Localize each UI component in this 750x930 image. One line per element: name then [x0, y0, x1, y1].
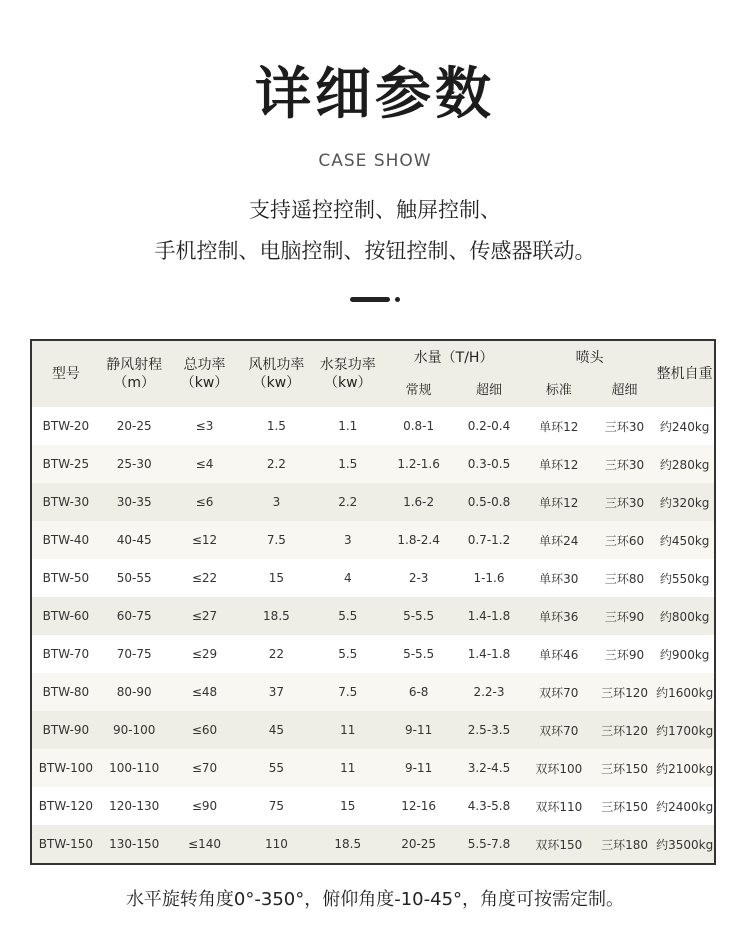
divider-bar [350, 297, 390, 302]
table-row [31, 483, 715, 521]
cell-weight: 约3500kg [655, 825, 715, 864]
cell-water-f: 0.3-0.5 [454, 445, 524, 483]
cell-fan: 75 [240, 787, 312, 825]
header-water-normal: 常规 [383, 374, 454, 407]
table-row [31, 521, 715, 559]
footnote: 水平旋转角度0°-350°，俯仰角度-10-45°，角度可按需定制。 [125, 889, 625, 910]
table-row [31, 825, 715, 864]
header-range-unit: （m） [113, 375, 156, 391]
cell-nozzle-f: 三环80 [594, 559, 656, 597]
cell-model: BTW-70 [31, 635, 100, 673]
cell-nozzle-s: 单环24 [524, 521, 594, 559]
cell-nozzle-s: 双环150 [524, 825, 594, 864]
cell-nozzle-f: 三环90 [594, 635, 656, 673]
cell-water-f: 2.2-3 [454, 673, 524, 711]
header-fan-power-label: 风机功率 [248, 357, 305, 373]
cell-weight: 约2100kg [655, 749, 715, 787]
cell-total: ≤140 [169, 825, 241, 864]
cell-nozzle-s: 单环12 [524, 445, 594, 483]
cell-water-n: 9-11 [383, 711, 454, 749]
cell-water-n: 9-11 [383, 749, 454, 787]
cell-pump: 15 [312, 787, 383, 825]
cell-weight: 约550kg [655, 559, 715, 597]
parameter-table [30, 339, 716, 865]
cell-weight: 约800kg [655, 597, 715, 635]
cell-total: ≤90 [169, 787, 241, 825]
cell-fan: 15 [240, 559, 312, 597]
header-pump-power-unit: （kw） [323, 375, 372, 391]
cell-water-f: 5.5-7.8 [454, 825, 524, 864]
cell-model: BTW-60 [31, 597, 100, 635]
cell-nozzle-s: 单环36 [524, 597, 594, 635]
cell-pump: 7.5 [312, 673, 383, 711]
cell-water-f: 1.4-1.8 [454, 635, 524, 673]
cell-range: 130-150 [100, 825, 169, 864]
cell-model: BTW-50 [31, 559, 100, 597]
cell-nozzle-f: 三环150 [594, 749, 656, 787]
cell-fan: 37 [240, 673, 312, 711]
cell-nozzle-f: 三环120 [594, 673, 656, 711]
cell-total: ≤60 [169, 711, 241, 749]
cell-fan: 22 [240, 635, 312, 673]
cell-pump: 11 [312, 711, 383, 749]
header-nozzle-standard: 标准 [524, 374, 594, 407]
cell-weight: 约1700kg [655, 711, 715, 749]
cell-water-n: 6-8 [383, 673, 454, 711]
cell-water-n: 20-25 [383, 825, 454, 864]
cell-fan: 2.2 [240, 445, 312, 483]
cell-weight: 约450kg [655, 521, 715, 559]
cell-model: BTW-40 [31, 521, 100, 559]
cell-water-n: 5-5.5 [383, 597, 454, 635]
cell-water-f: 0.7-1.2 [454, 521, 524, 559]
cell-pump: 2.2 [312, 483, 383, 521]
cell-range: 100-110 [100, 749, 169, 787]
cell-water-n: 2-3 [383, 559, 454, 597]
table-row [31, 445, 715, 483]
cell-range: 80-90 [100, 673, 169, 711]
table-row [31, 597, 715, 635]
header-water-fine: 超细 [454, 374, 524, 407]
cell-water-f: 1-1.6 [454, 559, 524, 597]
page-title: 详细参数 [255, 62, 495, 127]
header-total-power [169, 340, 241, 407]
cell-nozzle-s: 双环100 [524, 749, 594, 787]
header-range-label: 静风射程 [106, 357, 163, 373]
cell-water-f: 1.4-1.8 [454, 597, 524, 635]
section-divider [350, 296, 410, 304]
cell-water-n: 12-16 [383, 787, 454, 825]
page-subtitle: CASE SHOW [318, 151, 432, 171]
cell-range: 70-75 [100, 635, 169, 673]
cell-fan: 45 [240, 711, 312, 749]
cell-pump: 4 [312, 559, 383, 597]
cell-range: 30-35 [100, 483, 169, 521]
cell-total: ≤48 [169, 673, 241, 711]
cell-nozzle-s: 双环110 [524, 787, 594, 825]
cell-water-n: 1.8-2.4 [383, 521, 454, 559]
cell-pump: 5.5 [312, 597, 383, 635]
table-row [31, 559, 715, 597]
cell-pump: 5.5 [312, 635, 383, 673]
cell-total: ≤27 [169, 597, 241, 635]
header-range [100, 340, 169, 407]
cell-nozzle-s: 单环12 [524, 483, 594, 521]
cell-nozzle-f: 三环120 [594, 711, 656, 749]
header-nozzle: 喷头 [524, 340, 655, 374]
header-pump-power-label: 水泵功率 [319, 357, 376, 373]
cell-weight: 约2400kg [655, 787, 715, 825]
cell-water-f: 2.5-3.5 [454, 711, 524, 749]
cell-weight: 约900kg [655, 635, 715, 673]
intro-line-2: 手机控制、电脑控制、按钮控制、传感器联动。 [154, 239, 596, 263]
header-fan-power-unit: （kw） [252, 375, 301, 391]
cell-model: BTW-20 [31, 407, 100, 445]
cell-nozzle-s: 双环70 [524, 711, 594, 749]
header-water: 水量（T/H） [383, 340, 524, 374]
cell-water-n: 1.6-2 [383, 483, 454, 521]
cell-range: 60-75 [100, 597, 169, 635]
header-pump-power [312, 340, 383, 407]
table-row [31, 711, 715, 749]
cell-range: 90-100 [100, 711, 169, 749]
table-row [31, 749, 715, 787]
cell-total: ≤29 [169, 635, 241, 673]
cell-water-n: 0.8-1 [383, 407, 454, 445]
cell-nozzle-s: 单环46 [524, 635, 594, 673]
cell-total: ≤3 [169, 407, 241, 445]
cell-range: 40-45 [100, 521, 169, 559]
cell-model: BTW-90 [31, 711, 100, 749]
cell-nozzle-f: 三环180 [594, 825, 656, 864]
cell-model: BTW-25 [31, 445, 100, 483]
cell-pump: 3 [312, 521, 383, 559]
table-row [31, 407, 715, 445]
cell-pump: 18.5 [312, 825, 383, 864]
cell-nozzle-f: 三环30 [594, 445, 656, 483]
header-total-power-unit: （kw） [180, 375, 229, 391]
cell-fan: 18.5 [240, 597, 312, 635]
cell-fan: 3 [240, 483, 312, 521]
cell-total: ≤6 [169, 483, 241, 521]
cell-nozzle-s: 单环30 [524, 559, 594, 597]
cell-weight: 约1600kg [655, 673, 715, 711]
cell-water-f: 3.2-4.5 [454, 749, 524, 787]
cell-fan: 1.5 [240, 407, 312, 445]
cell-range: 25-30 [100, 445, 169, 483]
cell-water-f: 0.5-0.8 [454, 483, 524, 521]
cell-range: 120-130 [100, 787, 169, 825]
cell-range: 50-55 [100, 559, 169, 597]
cell-weight: 约320kg [655, 483, 715, 521]
header-fan-power [240, 340, 312, 407]
cell-nozzle-f: 三环30 [594, 483, 656, 521]
header-nozzle-fine: 超细 [594, 374, 656, 407]
cell-water-n: 1.2-1.6 [383, 445, 454, 483]
cell-water-n: 5-5.5 [383, 635, 454, 673]
cell-nozzle-s: 单环12 [524, 407, 594, 445]
cell-total: ≤4 [169, 445, 241, 483]
cell-nozzle-f: 三环90 [594, 597, 656, 635]
cell-pump: 1.5 [312, 445, 383, 483]
cell-model: BTW-100 [31, 749, 100, 787]
cell-nozzle-f: 三环60 [594, 521, 656, 559]
header-model: 型号 [31, 340, 100, 407]
cell-nozzle-s: 双环70 [524, 673, 594, 711]
cell-model: BTW-120 [31, 787, 100, 825]
divider-dot [395, 297, 400, 302]
cell-model: BTW-80 [31, 673, 100, 711]
cell-model: BTW-150 [31, 825, 100, 864]
cell-total: ≤70 [169, 749, 241, 787]
cell-water-f: 4.3-5.8 [454, 787, 524, 825]
cell-pump: 1.1 [312, 407, 383, 445]
intro-line-1: 支持遥控控制、触屏控制、 [249, 198, 501, 222]
cell-fan: 55 [240, 749, 312, 787]
header-weight: 整机自重 [655, 340, 715, 407]
cell-weight: 约280kg [655, 445, 715, 483]
cell-pump: 11 [312, 749, 383, 787]
table-row [31, 635, 715, 673]
cell-nozzle-f: 三环150 [594, 787, 656, 825]
cell-total: ≤12 [169, 521, 241, 559]
cell-model: BTW-30 [31, 483, 100, 521]
table-row [31, 787, 715, 825]
header-total-power-label: 总功率 [183, 357, 226, 373]
cell-fan: 7.5 [240, 521, 312, 559]
cell-nozzle-f: 三环30 [594, 407, 656, 445]
cell-fan: 110 [240, 825, 312, 864]
cell-weight: 约240kg [655, 407, 715, 445]
cell-total: ≤22 [169, 559, 241, 597]
table-row [31, 673, 715, 711]
table-body [31, 407, 715, 864]
cell-water-f: 0.2-0.4 [454, 407, 524, 445]
cell-range: 20-25 [100, 407, 169, 445]
